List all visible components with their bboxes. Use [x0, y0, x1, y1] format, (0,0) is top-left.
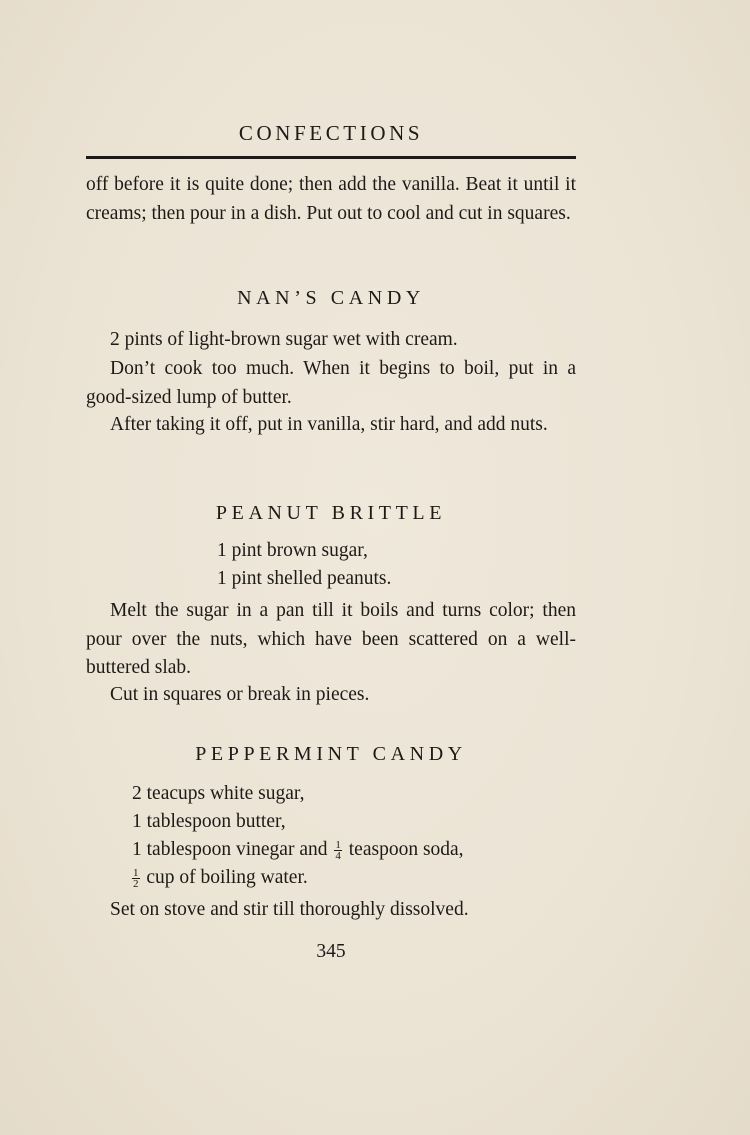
continuation-paragraph: off before it is quite done; then add the vanilla. Beat it until it creams; then pour in a dish. Put out to cool and cut in squares. — [86, 174, 576, 224]
peppermint-ingredient-1: 2 teacups white sugar, — [132, 783, 305, 804]
header-rule — [86, 156, 576, 159]
peanut-brittle-ingredient-2: 1 pint shelled peanuts. — [217, 568, 392, 589]
peppermint-ingredient-3 — [132, 836, 464, 865]
nans-candy-title: NAN’S CANDY — [237, 287, 425, 309]
page-number: 345 — [316, 941, 346, 962]
peppermint-candy-p1: Set on stove and stir till thoroughly dissolved. — [110, 899, 469, 920]
peppermint-ingredient-3-before: 1 tablespoon vinegar and — [132, 839, 328, 860]
half-fraction-numerator: 1 — [133, 867, 139, 879]
half-fraction-denominator: 2 — [133, 878, 139, 890]
peppermint-candy-title: PEPPERMINT CANDY — [195, 743, 467, 765]
peanut-brittle-p1: Melt the sugar in a pan till it boils and turns color; then pour over the nuts, which have been scattered on a well-buttered slab. — [86, 600, 576, 678]
peppermint-ingredient-4-after: cup of boiling water. — [146, 867, 308, 888]
peppermint-ingredient-4 — [132, 864, 308, 893]
peanut-brittle-ingredient-1: 1 pint brown sugar, — [217, 540, 368, 561]
book-page — [86, 0, 576, 1135]
nans-candy-p3: After taking it off, put in vanilla, stir hard, and add nuts. — [110, 414, 548, 435]
quarter-fraction-denominator: 4 — [335, 850, 341, 862]
nans-candy-p2: Don’t cook too much. When it begins to boil, put in a good-sized lump of butter. — [86, 358, 576, 408]
nans-candy-p1: 2 pints of light-brown sugar wet with cream. — [110, 329, 458, 350]
quarter-fraction-numerator: 1 — [335, 839, 341, 851]
half-fraction — [132, 868, 140, 889]
peppermint-ingredient-2: 1 tablespoon butter, — [132, 811, 286, 832]
peanut-brittle-p2: Cut in squares or break in pieces. — [110, 684, 370, 705]
running-head: CONFECTIONS — [238, 121, 424, 145]
peppermint-ingredient-3-after: teaspoon soda, — [348, 839, 464, 860]
quarter-fraction — [334, 840, 342, 861]
peanut-brittle-title: PEANUT BRITTLE — [215, 502, 447, 524]
